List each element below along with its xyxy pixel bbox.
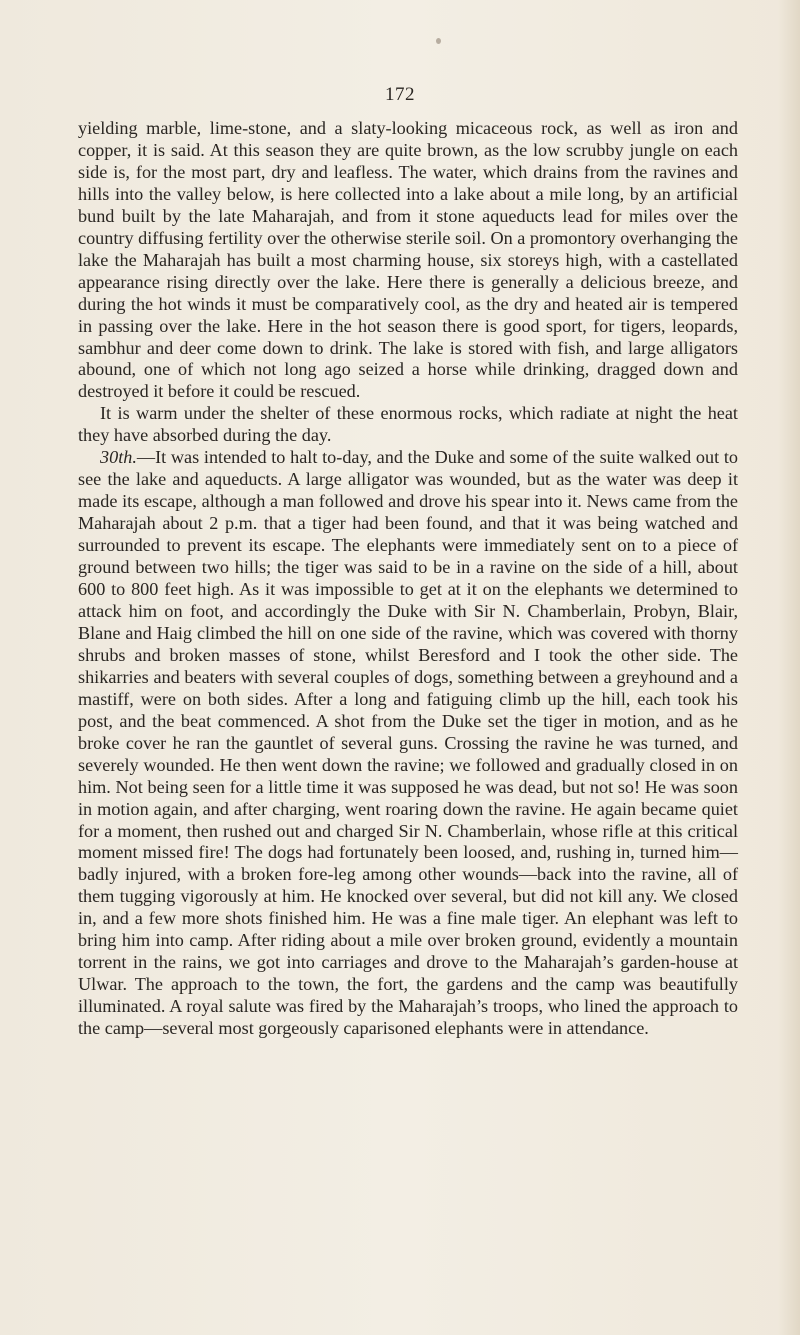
paragraph-2: It is warm under the shelter of these enormous rocks, which radiate at night the heat they have absorbed during the day.: [78, 403, 738, 446]
paragraph-3-body: —It was intended to halt to-day, and the Duke and some of the suite walked out to see the lake and aqueducts. A large alligator was wounded, but as the water was deep it made its escape, although a man followed and drove his spear into it. News came from the Maharajah about 2 p.m. that a tiger had been found, and that it was being watched and surrounded to prevent its escape. The elephants were immediately sent on to a piece of ground between two hills; the tiger was said to be in a ravine on the side of a hill, about 600 to 800 feet high. As it was impossible to get at it on the elephants we determined to attack him on foot, and accordingly the Duke with Sir N. Chamberlain, Probyn, Blair, Blane and Haig climbed the hill on one side of the ravine, which was covered with thorny shrubs and broken masses of stone, whilst Beresford and I took the other side. The shikarries and beaters with several couples of dogs, something between a greyhound and a mastiff, were on both sides. After a long and fatiguing climb up the hill, each took his post, and the beat commenced. A shot from the Duke set the tiger in motion, and as he broke cover he ran the gauntlet of several guns. Crossing the ravine he was turned, and severely wounded. He then went down the ravine; we followed and gradually closed in on him. Not being seen for a little time it was supposed he was dead, but not so! He was soon in motion again, and after charging, went roaring down the ravine. He again became quiet for a moment, then rushed out and charged Sir N. Chamberlain, whose rifle at this critical moment missed fire! The dogs had fortunately been loosed, and, rushing in, turned him—badly injured, with a broken fore-leg among other wounds—back into the ravine, all of them tugging vigorously at him. He knocked over several, but did not kill any. We closed in, and a few more shots finished him. He was a fine male tiger. An elephant was left to bring him into camp. After riding about a mile over broken ground, evidently a mountain torrent in the rains, we got into carriages and drove to the Maharajah’s garden-house at Ulwar. The approach to the town, the fort, the gardens and the camp was beautifully illuminated. A royal salute was fired by the Maharajah’s troops, who lined the approach to the camp—several most gorgeously caparisoned elephants were in attendance.: [78, 447, 738, 1039]
page-number: 172: [385, 84, 415, 105]
paragraph-3: [78, 447, 738, 1040]
paragraph-1: yielding marble, lime-stone, and a slaty-looking micaceous rock, as well as iron and copper, it is said. At this season they are quite brown, as the low scrubby jungle on each side is, for the most part, dry and leafless. The water, which drains from the ravines and hills into the valley below, is here collected into a lake about a mile long, by an artificial bund built by the late Maharajah, and from it stone aqueducts lead for miles over the country diffusing fertility over the otherwise sterile soil. On a promontory overhanging the lake the Maharajah has built a most charming house, six storeys high, with a castellated appearance rising directly over the lake. Here there is generally a delicious breeze, and during the hot winds it must be comparatively cool, as the dry and heated air is tempered in passing over the lake. Here in the hot season there is good sport, for tigers, leopards, sambhur and deer come down to drink. The lake is stored with fish, and large alligators abound, one of which not long ago seized a horse while drinking, dragged down and destroyed it before it could be rescued.: [78, 118, 738, 402]
body-text: [78, 118, 738, 1040]
page-edge-shadow: [778, 0, 800, 1335]
paper-speck: [436, 38, 441, 44]
diary-date: 30th.: [100, 447, 137, 468]
